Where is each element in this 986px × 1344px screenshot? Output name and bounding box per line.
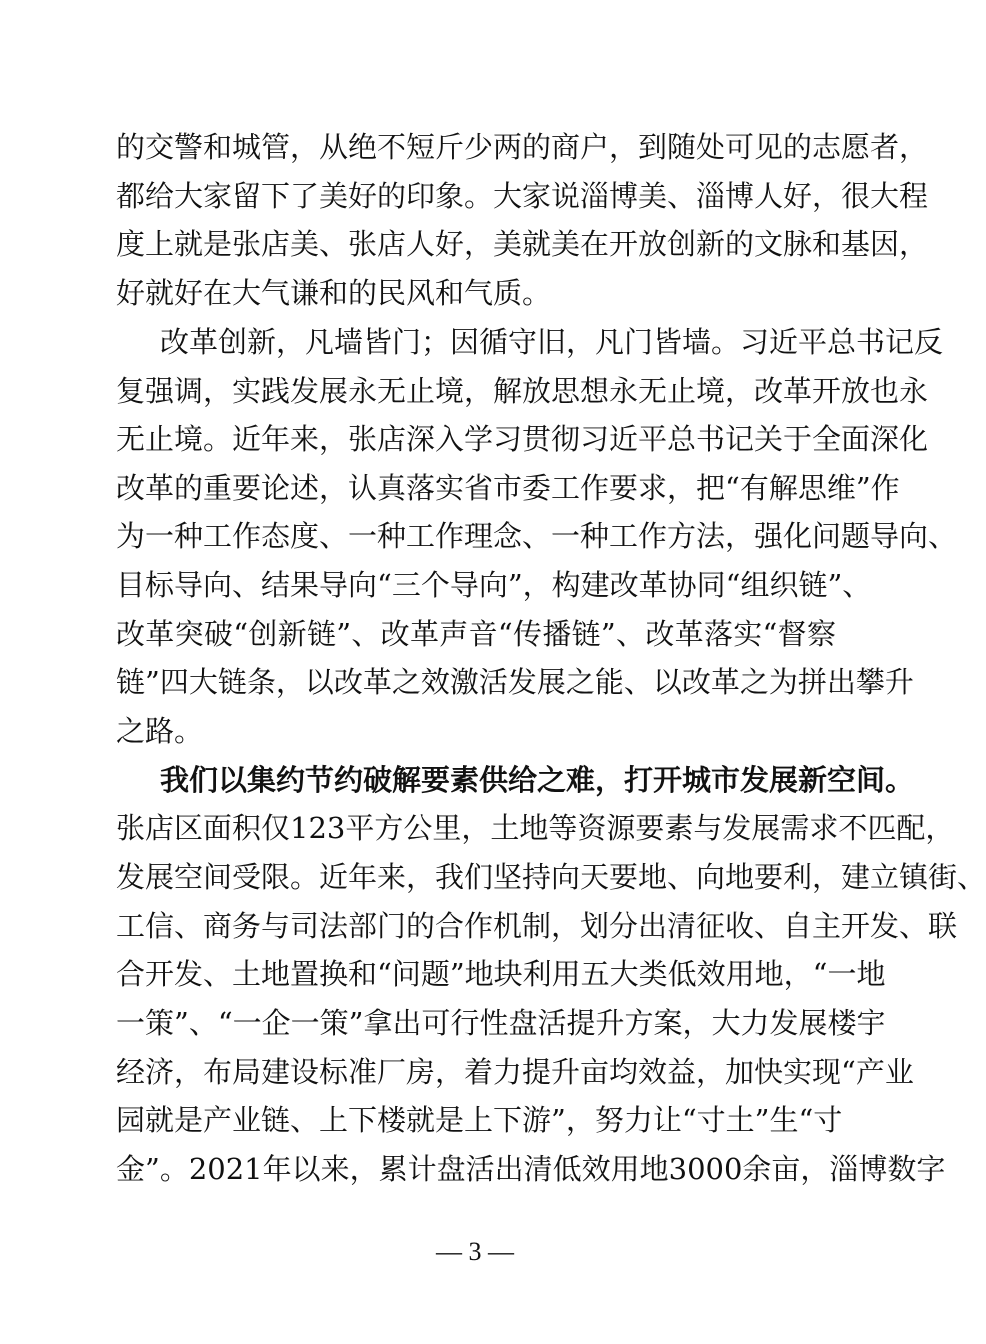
- text-line: 发展空间受限。近年来，我们坚持向天要地、向地要利，建立镇街、: [116, 860, 986, 894]
- text-line: 目标导向、结果导向“三个导向”，构建改革协同“组织链”、: [116, 568, 872, 602]
- text-line: 都给大家留下了美好的印象。大家说淄博美、淄博人好，很大程: [116, 179, 929, 213]
- text-line: 合开发、土地置换和“问题”地块利用五大类低效用地，“一地: [116, 957, 886, 991]
- text-line: 改革的重要论述，认真落实省市委工作要求，把“有解思维”作: [116, 471, 900, 505]
- paragraph-first-line: 改革创新，凡墙皆门；因循守旧，凡门皆墙。习近平总书记反: [160, 325, 944, 359]
- text-line: 无止境。近年来，张店深入学习贯彻习近平总书记关于全面深化: [116, 422, 929, 456]
- text-line: 为一种工作态度、一种工作理念、一种工作方法，强化问题导向、: [116, 519, 958, 553]
- text-line: 张店区面积仅123平方公里，土地等资源要素与发展需求不匹配，: [116, 811, 955, 845]
- text-line: 之路。: [116, 714, 204, 748]
- text-line: 经济，布局建设标准厂房，着力提升亩均效益，加快实现“产业: [116, 1055, 914, 1089]
- page-number: — 3 —: [436, 1237, 514, 1266]
- text-line: 好就好在大气谦和的民风和气质。: [116, 276, 552, 310]
- text-line: 一策”、“一企一策”拿出可行性盘活提升方案，大力发展楼宇: [116, 1006, 886, 1040]
- text-line: 度上就是张店美、张店人好，美就美在开放创新的文脉和基因，: [116, 227, 929, 261]
- text-line: 复强调，实践发展永无止境，解放思想永无止境，改革开放也永: [116, 374, 929, 408]
- text-line: 改革突破“创新链”、改革声音“传播链”、改革落实“督察: [116, 617, 836, 651]
- text-line: 园就是产业链、上下楼就是上下游”，努力让“寸土”生“寸: [116, 1103, 843, 1137]
- text-line: 工信、商务与司法部门的合作机制，划分出清征收、自主开发、联: [116, 909, 958, 943]
- bold-heading-sentence: 我们以集约节约破解要素供给之难，打开城市发展新空间。: [160, 763, 915, 797]
- text-line: 金”。2021年以来，累计盘活出清低效用地3000余亩，淄博数字: [116, 1152, 946, 1186]
- text-line: 的交警和城管，从绝不短斤少两的商户，到随处可见的志愿者，: [116, 130, 929, 164]
- text-line: 链”四大链条，以改革之效激活发展之能、以改革之为拼出攀升: [116, 665, 914, 699]
